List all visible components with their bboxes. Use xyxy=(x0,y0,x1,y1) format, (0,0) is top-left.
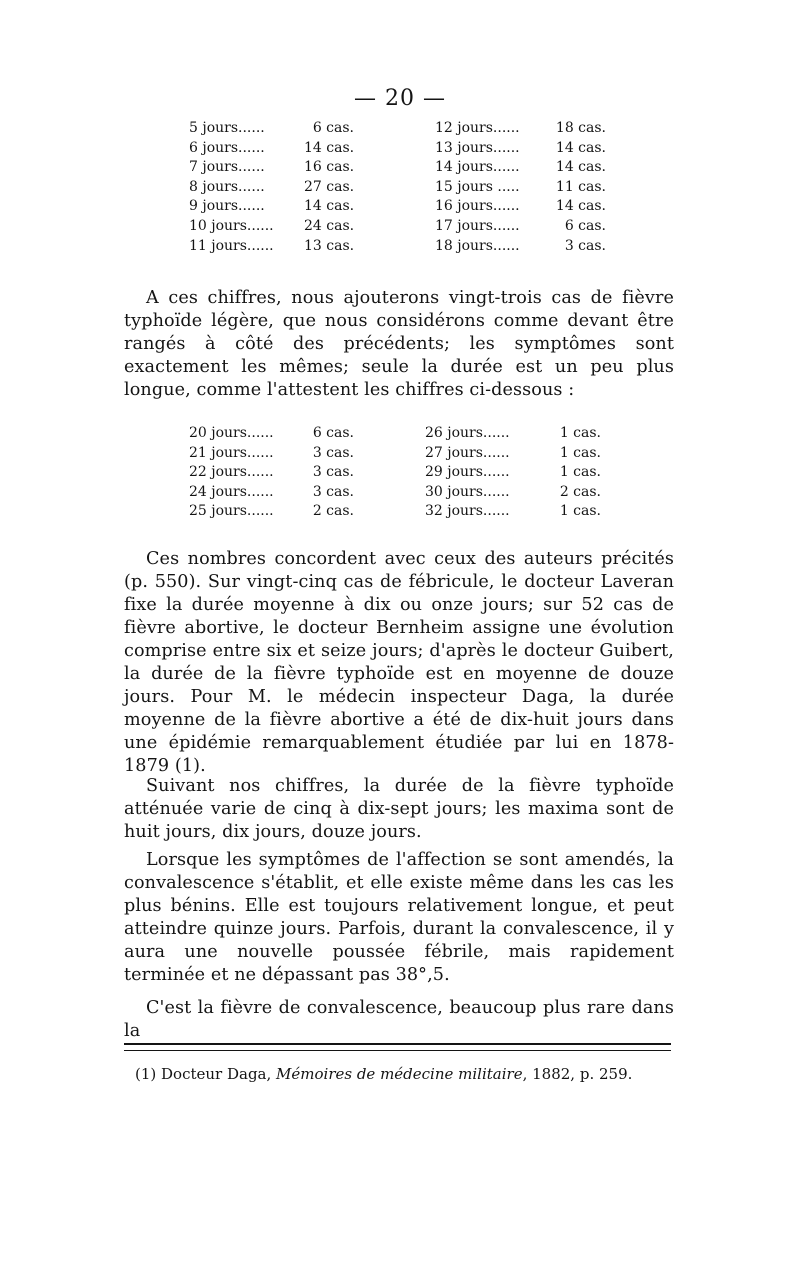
table-row xyxy=(189,463,354,483)
footnote xyxy=(135,1064,675,1084)
count-cell: 3 cas. xyxy=(312,444,354,461)
duration-cell: 26 jours...... xyxy=(425,425,510,441)
footnote-divider xyxy=(124,1043,671,1045)
footnote-divider-thin xyxy=(124,1050,671,1051)
table-row xyxy=(425,483,601,503)
table-row xyxy=(435,217,606,237)
paragraph-duration-range: Suivant nos chiffres, la durée de la fièvre typhoïde atténuée varie de cinq à dix-sept jours; les maxima sont de huit jours, dix jours, douze jours. xyxy=(124,776,674,842)
table-row xyxy=(425,444,601,464)
count-cell: 16 cas. xyxy=(304,159,355,176)
count-cell: 6 cas. xyxy=(564,217,606,234)
paragraph-convalescence-fever: C'est la fièvre de convalescence, beaucoup plus rare dans la xyxy=(124,998,674,1041)
count-cell: 14 cas. xyxy=(555,159,606,176)
count-cell: 1 cas. xyxy=(559,503,601,520)
count-cell: 14 cas. xyxy=(555,198,606,215)
count-cell: 2 cas. xyxy=(559,483,601,500)
duration-cell: 24 jours...... xyxy=(189,483,274,500)
duration-table-1-right xyxy=(435,119,606,256)
duration-cell: 32 jours...... xyxy=(425,503,510,520)
count-cell: 1 cas. xyxy=(559,425,601,441)
duration-cell: 18 jours...... xyxy=(435,237,520,254)
table-row xyxy=(425,463,601,483)
table-row xyxy=(189,197,354,217)
table-row xyxy=(435,237,606,257)
duration-cell: 9 jours...... xyxy=(189,198,265,215)
duration-cell: 10 jours...... xyxy=(189,217,274,234)
count-cell: 3 cas. xyxy=(312,464,354,481)
count-cell: 24 cas. xyxy=(304,217,355,234)
table-row xyxy=(435,158,606,178)
duration-cell: 7 jours...... xyxy=(189,159,265,176)
duration-cell: 21 jours...... xyxy=(189,444,274,461)
duration-cell: 25 jours...... xyxy=(189,503,274,520)
count-cell: 6 cas. xyxy=(312,120,354,136)
count-cell: 11 cas. xyxy=(555,178,606,195)
duration-table-2-right xyxy=(425,424,601,522)
footnote-title: Mémoires de médecine militaire xyxy=(276,1065,523,1083)
duration-table-2-left xyxy=(189,424,354,522)
count-cell: 27 cas. xyxy=(304,178,355,195)
duration-cell: 11 jours...... xyxy=(189,237,274,254)
count-cell: 1 cas. xyxy=(559,464,601,481)
duration-cell: 22 jours...... xyxy=(189,464,274,481)
duration-cell: 13 jours...... xyxy=(435,139,520,156)
paragraph-authors-comparison: Ces nombres concordent avec ceux des auteurs précités (p. 550). Sur vingt-cinq cas de fébricule, le docteur Laveran fixe la durée moyenne à dix ou onze jours; sur 52 cas de fièvre abortive, le docteur Bernheim assigne une évolution comprise entre six et seize jours; d'après le docteur Guibert, la durée de la fièvre typhoïde est en moyenne de douze jours. Pour M. le médecin inspecteur Daga, la durée moyenne de la fièvre abortive a été de dix-huit jours dans une épidémie remarquablement étudiée par lui en 1878-1879 (1). xyxy=(124,549,674,776)
table-row xyxy=(189,178,354,198)
count-cell: 13 cas. xyxy=(304,237,355,254)
count-cell: 3 cas. xyxy=(564,237,606,254)
table-row xyxy=(189,119,354,139)
table-row xyxy=(435,178,606,198)
count-cell: 18 cas. xyxy=(555,120,606,136)
count-cell: 14 cas. xyxy=(304,198,355,215)
table-row xyxy=(435,119,606,139)
table-row xyxy=(425,424,601,444)
count-cell: 3 cas. xyxy=(312,483,354,500)
count-cell: 14 cas. xyxy=(304,139,355,156)
duration-cell: 29 jours...... xyxy=(425,464,510,481)
count-cell: 14 cas. xyxy=(555,139,606,156)
duration-cell: 30 jours...... xyxy=(425,483,510,500)
duration-cell: 16 jours...... xyxy=(435,198,520,215)
duration-table-1-left xyxy=(189,119,354,256)
paragraph-light-typhoid: A ces chiffres, nous ajouterons vingt-trois cas de fièvre typhoïde légère, que nous considérons comme devant être rangés à côté des précédents; les symptômes sont exactement les mêmes; seule la durée est un peu plus longue, comme l'attestent les chiffres ci-dessous : xyxy=(124,288,674,400)
table-row xyxy=(189,217,354,237)
table-row xyxy=(425,502,601,522)
table-row xyxy=(189,139,354,159)
table-row xyxy=(189,158,354,178)
count-cell: 6 cas. xyxy=(312,425,354,441)
page-number: — 20 — xyxy=(354,86,446,111)
table-row xyxy=(189,444,354,464)
footnote-prefix: (1) Docteur Daga, xyxy=(135,1065,277,1083)
paragraph-convalescence: Lorsque les symptômes de l'affection se sont amendés, la convalescence s'établit, et elle existe même dans les cas les plus bénins. Elle est toujours relativement longue, et peut atteindre quinze jours. Parfois, durant la convalescence, il y aura une nouvelle poussée fébrile, mais rapidement terminée et ne dépassant pas 38°,5. xyxy=(124,850,674,985)
table-row xyxy=(435,139,606,159)
duration-cell: 15 jours ..... xyxy=(435,178,520,195)
table-row xyxy=(435,197,606,217)
table-row xyxy=(189,483,354,503)
duration-cell: 17 jours...... xyxy=(435,217,520,234)
footnote-suffix: , 1882, p. 259. xyxy=(522,1065,633,1083)
duration-cell: 14 jours...... xyxy=(435,159,520,176)
duration-cell: 6 jours...... xyxy=(189,139,265,156)
duration-cell: 12 jours...... xyxy=(435,120,520,136)
table-row xyxy=(189,502,354,522)
count-cell: 1 cas. xyxy=(559,444,601,461)
table-row xyxy=(189,237,354,257)
table-row xyxy=(189,424,354,444)
duration-cell: 8 jours...... xyxy=(189,178,265,195)
duration-cell: 27 jours...... xyxy=(425,444,510,461)
duration-cell: 5 jours...... xyxy=(189,120,265,136)
count-cell: 2 cas. xyxy=(312,503,354,520)
duration-cell: 20 jours...... xyxy=(189,425,274,441)
